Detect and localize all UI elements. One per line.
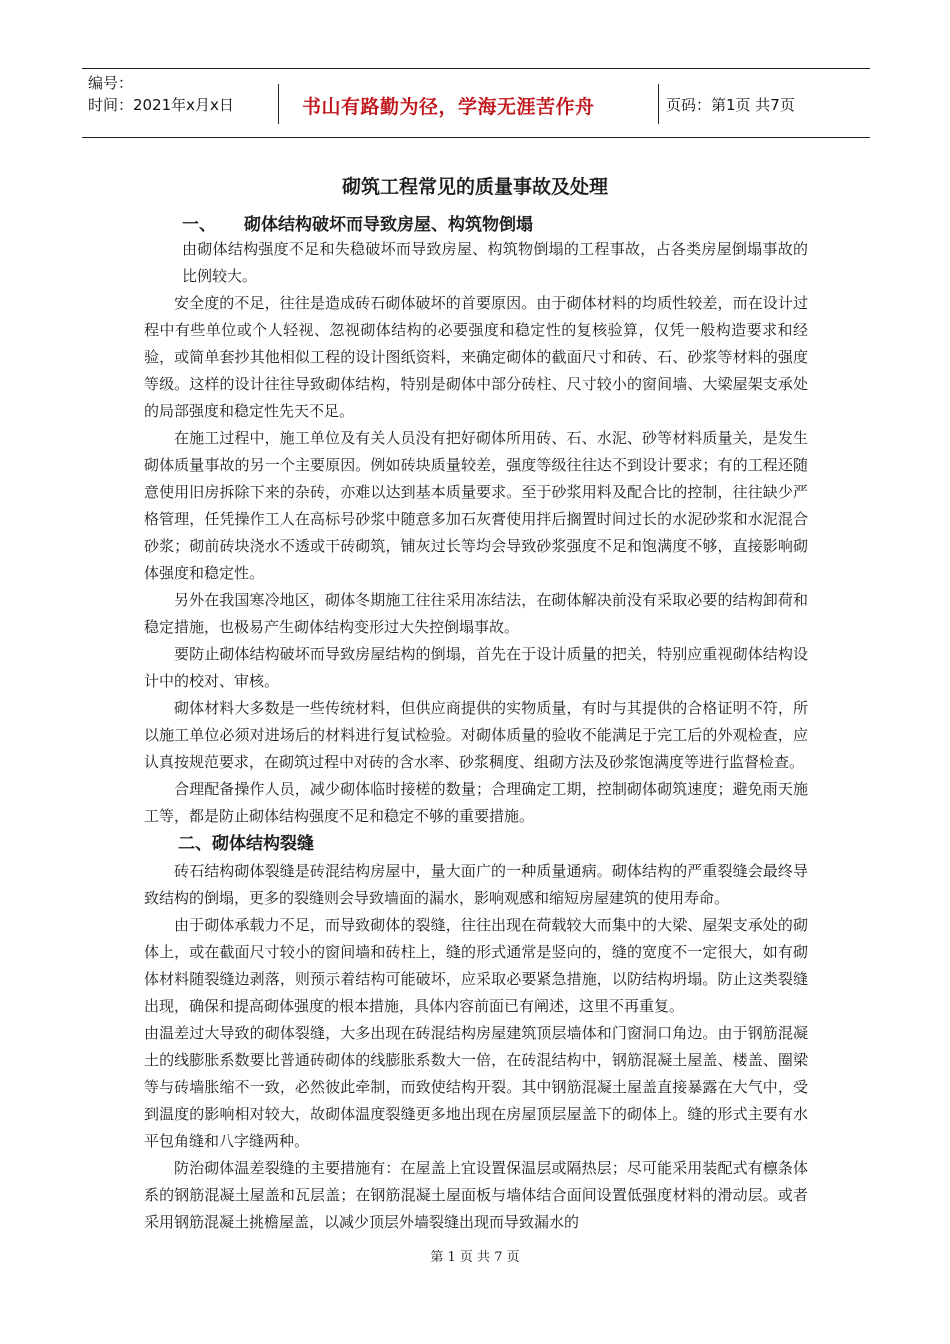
document-time-label: 时间：2021年x月x日 xyxy=(88,96,234,114)
document-number-label: 编号： xyxy=(88,74,134,92)
section1-number: 一、 xyxy=(182,215,216,235)
header-divider-right xyxy=(658,84,659,124)
paragraph: 在施工过程中，施工单位及有关人员没有把好砌体所用砖、石、水泥、砂等材料质量关，是发生砌体质量事故的另一个主要原因。例如砖块质量较差，强度等级往往达不到设计要求；有的工程还随意使用旧房拆除下来的杂砖，亦难以达到基本质量要求。至于砂浆用料及配合比的控制，往往缺少严格管理，任凭操作工人在高标号砂浆中随意多加石灰膏使用拌后搁置时间过长的水泥砂浆和水泥混合砂浆；砌前砖块浇水不透或干砖砌筑，铺灰过长等均会导致砂浆强度不足和饱满度不够，直接影响砌体强度和稳定性。 xyxy=(144,429,808,582)
paragraph: 砌体材料大多数是一些传统材料，但供应商提供的实物质量，有时与其提供的合格证明不符，所以施工单位必须对进场后的材料进行复试检验。对砌体质量的验收不能满足于完工后的外观检查，应认真按规范要求，在砌筑过程中对砖的含水率、砂浆稠度、组砌方法及砂浆饱满度等进行监督检查。 xyxy=(144,699,808,771)
paragraph: 另外在我国寒冷地区，砌体冬期施工往往采用冻结法，在砌体解决前没有采取必要的结构卸荷和稳定措施，也极易产生砌体结构变形过大失控倒塌事故。 xyxy=(144,591,808,636)
paragraph: 由温差过大导致的砌体裂缝，大多出现在砖混结构房屋建筑顶层墙体和门窗洞口角边。由于钢筋混凝土的线膨胀系数要比普通砖砌体的线膨胀系数大一倍，在砖混结构中，钢筋混凝土屋盖、楼盖、圈梁等与砖墙胀缩不一致，必然彼此牵制，而致使结构开裂。其中钢筋混凝土屋盖直接暴露在大气中，受到温度的影响相对较大，故砌体温度裂缝更多地出现在房屋顶层屋盖下的砌体上。缝的形式主要有水平包角缝和八字缝两种。 xyxy=(144,1024,808,1150)
document-body xyxy=(144,236,808,1236)
paragraph: 要防止砌体结构破坏而导致房屋结构的倒塌，首先在于设计质量的把关，特别应重视砌体结构设计中的校对、审核。 xyxy=(144,645,808,690)
header-top-rule xyxy=(82,68,870,69)
header-divider-left xyxy=(278,84,279,124)
header-meta xyxy=(88,72,234,116)
header-page-info: 页码：第1页 共7页 xyxy=(666,96,795,114)
section2-heading: 二、砌体结构裂缝 xyxy=(178,834,314,854)
paragraph: 砖石结构砌体裂缝是砖混结构房屋中，量大面广的一种质量通病。砌体结构的严重裂缝会最终导致结构的倒塌，更多的裂缝则会导致墙面的漏水，影响观感和缩短房屋建筑的使用寿命。 xyxy=(144,862,808,907)
paragraph: 合理配备操作人员，减少砌体临时接槎的数量；合理确定工期，控制砌体砌筑速度；避免雨天施工等，都是防止砌体结构强度不足和稳定不够的重要措施。 xyxy=(144,780,808,825)
header-bottom-rule xyxy=(82,137,870,138)
section1-heading xyxy=(182,210,533,235)
page-footer: 第 1 页 共 7 页 xyxy=(430,1250,520,1265)
document-title: 砌筑工程常见的质量事故及处理 xyxy=(341,176,608,198)
paragraph: 防治砌体温差裂缝的主要措施有：在屋盖上宜设置保温层或隔热层；尽可能采用装配式有檩条体系的钢筋混凝土屋盖和瓦层盖；在钢筋混凝土屋面板与墙体结合面间设置低强度材料的滑动层。或者采用钢筋混凝土挑檐屋盖，以减少顶层外墙裂缝出现而导致漏水的 xyxy=(144,1159,808,1231)
section1-heading-text: 砌体结构破坏而导致房屋、构筑物倒塌 xyxy=(244,215,533,235)
paragraph: 由于砌体承载力不足，而导致砌体的裂缝，往往出现在荷载较大而集中的大梁、屋架支承处的砌体上，或在截面尺寸较小的窗间墙和砖柱上，缝的形式通常是竖向的，缝的宽度不一定很大，如有砌体材料随裂缝边剥落，则预示着结构可能破坏，应采取必要紧急措施，以防结构坍塌。防止这类裂缝出现，确保和提高砌体强度的根本措施，具体内容前面已有阐述，这里不再重复。 xyxy=(144,916,808,1015)
paragraph: 安全度的不足，往往是造成砖石砌体破坏的首要原因。由于砌体材料的均质性较差，而在设计过程中有些单位或个人轻视、忽视砌体结构的必要强度和稳定性的复核验算，仅凭一般构造要求和经验，或简单套抄其他相似工程的设计图纸资料，来确定砌体的截面尺寸和砖、石、砂浆等材料的强度等级。这样的设计往往导致砌体结构，特别是砌体中部分砖柱、尺寸较小的窗间墙、大梁屋架支承处的局部强度和稳定性先天不足。 xyxy=(144,294,808,420)
section1-intro: 由砌体结构强度不足和失稳破坏而导致房屋、构筑物倒塌的工程事故，占各类房屋倒塌事故的比例较大。 xyxy=(182,240,808,285)
header-motto: 书山有路勤为径，学海无涯苦作舟 xyxy=(302,96,595,118)
